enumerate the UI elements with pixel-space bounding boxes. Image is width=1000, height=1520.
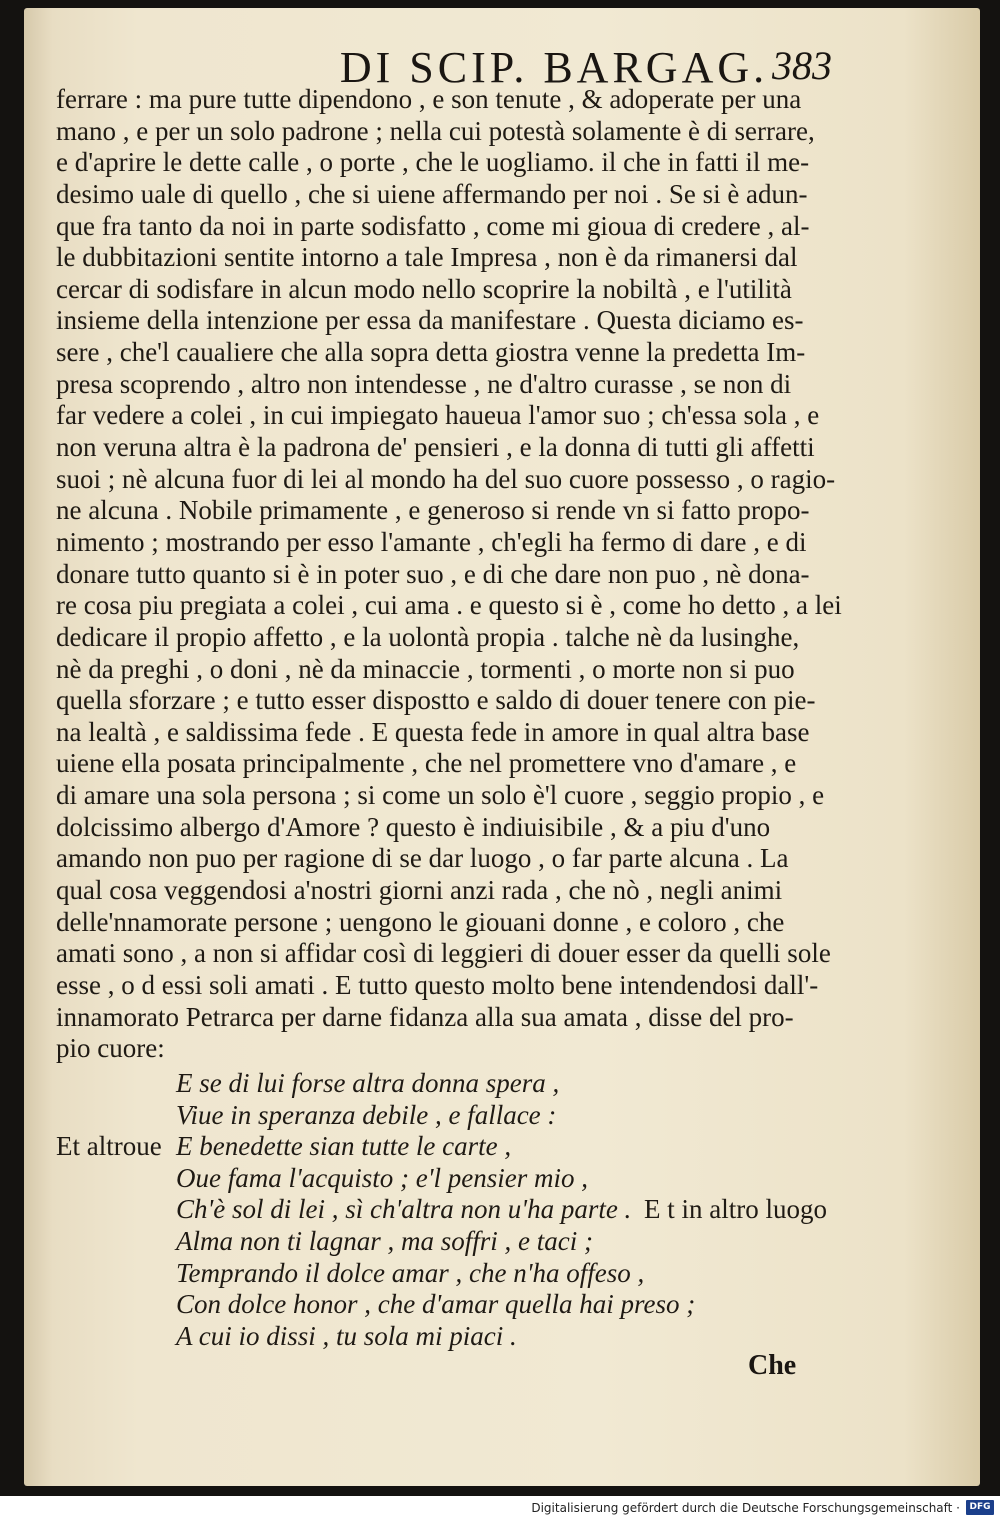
text-line: desimo uale di quello , che si uiene affermando per noi . Se si è adun- bbox=[56, 178, 808, 209]
text-line: que fra tanto da noi in parte sodisfatto , come mi gioua di credere , al- bbox=[56, 210, 810, 241]
text-line: ferrare : ma pure tutte dipendono , e son tenute , & adoperate per una bbox=[56, 84, 802, 114]
verse-line bbox=[56, 1289, 842, 1321]
verse-line bbox=[56, 1226, 842, 1258]
verse-line bbox=[56, 1163, 842, 1195]
dfg-logo: DFG bbox=[966, 1500, 994, 1515]
verse-line bbox=[56, 1100, 842, 1132]
funding-credit: Digitalisierung gefördert durch die Deutsche Forschungsgemeinschaft · bbox=[531, 1501, 960, 1515]
text-line: dolcissimo albergo d'Amore ? questo è indiuisibile , & a piu d'uno bbox=[56, 811, 771, 842]
verse-text: Oue fama l'acquisto ; e'l pensier mio , bbox=[176, 1162, 588, 1193]
text-line: le dubbitazioni sentite intorno a tale Impresa , non è da rimanersi dal bbox=[56, 242, 798, 273]
text-line: presa scoprendo , altro non intendesse , ne d'altro curasse , se non di bbox=[56, 368, 792, 399]
verse-text: Alma non ti lagnar , ma soffri , e taci ; bbox=[176, 1225, 593, 1256]
text-line: cercar di sodisfare in alcun modo nello scoprire la nobiltà , e l'utilità bbox=[56, 273, 792, 304]
text-line: amando non puo per ragione di se dar luogo , o far parte alcuna . La bbox=[56, 843, 789, 874]
text-line: di amare una sola persona ; si come un solo è'l cuore , seggio propio , e bbox=[56, 780, 825, 811]
text-line: dedicare il propio affetto , e la uolontà propia . talche nè da lusinghe, bbox=[56, 621, 800, 652]
footer-bar bbox=[0, 1496, 1000, 1520]
text-line: na lealtà , e saldissima fede . E questa fede in amore in qual altra base bbox=[56, 716, 810, 747]
text-line: nimento ; mostrando per esso l'amante , ch'egli ha fermo di dare , e di bbox=[56, 526, 807, 557]
verse-text: Temprando il dolce amar , che n'ha offeso , bbox=[176, 1257, 645, 1288]
verse-line bbox=[56, 1131, 842, 1163]
verse-line bbox=[56, 1194, 842, 1226]
verse-text: E benedette sian tutte le carte , bbox=[176, 1131, 512, 1162]
text-line: innamorato Petrarca per darne fidanza alla sua amata , disse del pro- bbox=[56, 1001, 794, 1032]
text-line: uiene ella posata principalmente , che nel promettere vno d'amare , e bbox=[56, 748, 797, 779]
text-line: quella sforzare ; e tutto esser dispostto e saldo di douer tenere con pie- bbox=[56, 685, 816, 716]
text-line: non veruna altra è la padrona de' pensieri , e la donna di tutti gli affetti bbox=[56, 432, 815, 463]
text-line: donare tutto quanto si è in poter suo , e di che dare non puo , nè dona- bbox=[56, 558, 810, 589]
verse-block bbox=[56, 1068, 842, 1352]
verse-line bbox=[56, 1258, 842, 1290]
text-line: suoi ; nè alcuna fuor di lei al mondo ha del suo cuore possesso , o ragio- bbox=[56, 463, 836, 494]
text-line: amati sono , a non si affidar così di leggieri di douer esser da quelli sole bbox=[56, 938, 831, 969]
verse-text: E se di lui forse altra donna spera , bbox=[176, 1068, 560, 1098]
verse-line bbox=[56, 1321, 842, 1353]
text-line: esse , o d essi soli amati . E tutto questo molto bene intendendosi dall'- bbox=[56, 969, 819, 1000]
text-line: ne alcuna . Nobile primamente , e generoso si rende vn si fatto propo- bbox=[56, 495, 810, 526]
text-line: re cosa piu pregiata a colei , cui ama . e questo si è , come ho detto , a lei bbox=[56, 590, 842, 621]
running-title: DI SCIP. BARGAG. bbox=[339, 43, 769, 92]
verse-text: Con dolce honor , che d'amar quella hai preso ; bbox=[176, 1289, 696, 1320]
text-line: mano , e per un solo padrone ; nella cui potestà solamente è di serrare, bbox=[56, 115, 815, 146]
verse-intro-label: E t in altro luogo bbox=[644, 1194, 827, 1225]
text-line: pio cuore: bbox=[56, 1033, 165, 1064]
page-number: 383 bbox=[772, 43, 832, 88]
catchword: Che bbox=[748, 1350, 797, 1381]
text-line: nè da preghi , o doni , nè da minaccie , tormenti , o morte non si puo bbox=[56, 653, 795, 684]
verse-text: Ch'è sol di lei , sì ch'altra non u'ha parte . bbox=[176, 1194, 632, 1225]
text-line: e d'aprire le dette calle , o porte , che le uogliamo. il che in fatti il me- bbox=[56, 147, 810, 178]
text-line: insieme della intenzione per essa da manifestare . Questa diciamo es- bbox=[56, 305, 804, 336]
verse-line bbox=[56, 1068, 842, 1100]
text-line: qual cosa veggendosi a'nostri giorni anzi rada , che nò , negli animi bbox=[56, 875, 783, 906]
text-line: far vedere a colei , in cui impiegato haueua l'amor suo ; ch'essa sola , e bbox=[56, 400, 820, 431]
text-line: sere , che'l caualiere che alla sopra detta giostra venne la predetta Im- bbox=[56, 337, 806, 368]
body-text bbox=[56, 84, 842, 1065]
verse-text: A cui io dissi , tu sola mi piaci . bbox=[176, 1320, 517, 1351]
text-line: delle'nnamorate persone ; uengono le giouani donne , e coloro , che bbox=[56, 906, 785, 937]
verse-text: Viue in speranza debile , e fallace : bbox=[176, 1099, 557, 1130]
verse-intro-label: Et altroue bbox=[56, 1131, 162, 1162]
